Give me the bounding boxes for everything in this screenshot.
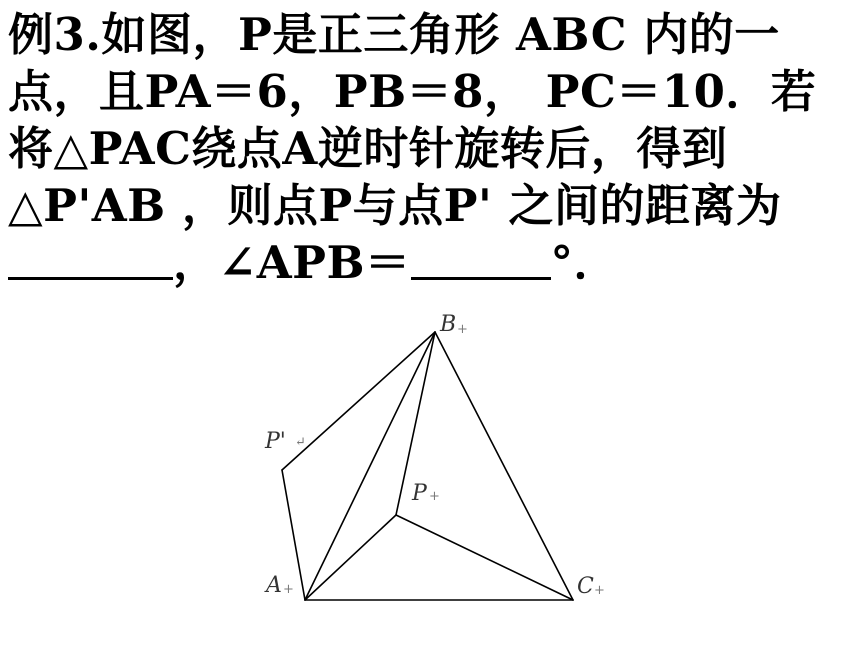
problem-line-2: 点，且PA＝6，PB＝8， PC＝10．若 [8, 65, 817, 118]
segment-PA [305, 515, 396, 600]
label-P-prime: P' [265, 429, 286, 454]
label-B: B [440, 312, 457, 337]
label-A-mark: + [283, 582, 294, 597]
label-A: A [266, 573, 282, 598]
problem-line-1: 例3.如图，P是正三角形 ABC 内的一 [8, 8, 780, 61]
degree-suffix: °． [550, 236, 620, 289]
segment-PC [396, 515, 573, 600]
segment-PprimeA [282, 470, 305, 600]
label-P-prime-mark: ↵ [295, 435, 306, 450]
problem-line-3: 将△PAC绕点A逆时针旋转后，得到 [8, 122, 728, 175]
segment-AB [305, 332, 435, 600]
label-C-mark: + [594, 583, 605, 598]
label-B-mark: + [457, 322, 468, 337]
label-C: C [577, 574, 594, 599]
angle-prompt: ，∠APB＝ [173, 236, 411, 289]
label-P: P [412, 481, 427, 506]
label-P-mark: + [429, 489, 440, 504]
segment-BC [435, 332, 573, 600]
problem-line-4: △P'AB ，则点P与点P' 之间的距离为 [8, 179, 782, 232]
